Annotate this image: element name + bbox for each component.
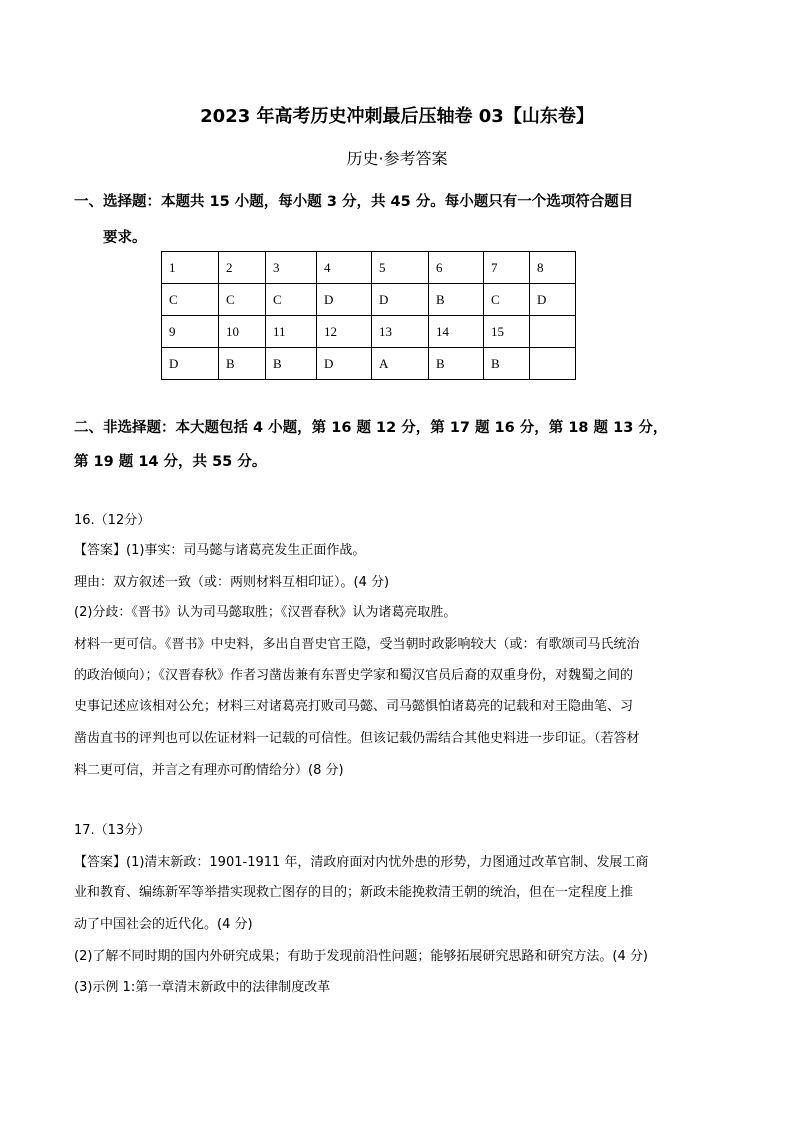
- question-number-cell: 3: [266, 252, 317, 284]
- section2-heading-line1: 二、非选择题：本大题包括 4 小题，第 16 题 12 分，第 17 题 16 分，第 18 题 13 分，: [74, 420, 668, 436]
- answer-cell: D: [317, 284, 372, 316]
- answer-table-row: [162, 252, 576, 284]
- answer-cell: [530, 348, 576, 380]
- question-number-cell: 1: [162, 252, 219, 284]
- answer-cell: D: [530, 284, 576, 316]
- question-number-cell: 7: [484, 252, 530, 284]
- page-title: 2023 年高考历史冲刺最后压轴卷 03【山东卷】: [200, 106, 594, 127]
- question-number-cell: 9: [162, 316, 219, 348]
- q17-answer-line2: (2)了解不同时期的国内外研究成果；有助于发现前沿性问题；能够拓展研究思路和研究方法。(4 分): [74, 949, 648, 964]
- question-number-cell: 4: [317, 252, 372, 284]
- q16-para-line2: 的政治倾向）；《汉晋春秋》作者习凿齿兼有东晋史学家和蜀汉官员后裔的双重身份，对魏蜀之间的: [74, 668, 634, 683]
- answer-cell: C: [484, 284, 530, 316]
- q16-label: 16.（12分）: [74, 513, 151, 528]
- section2-heading-line2: 第 19 题 14 分，共 55 分。: [74, 454, 267, 470]
- question-number-cell: 6: [429, 252, 484, 284]
- q16-answer-line2: 理由：双方叙述一致（或：两则材料互相印证）。(4 分): [74, 575, 390, 590]
- question-number-cell: 14: [429, 316, 484, 348]
- question-number-cell: [530, 316, 576, 348]
- answer-cell: B: [429, 348, 484, 380]
- q17-label: 17.（13分）: [74, 823, 151, 838]
- q16-answer-line1: 【答案】(1)事实：司马懿与诸葛亮发生正面作战。: [74, 543, 366, 558]
- question-number-cell: 8: [530, 252, 576, 284]
- answer-table-row: [162, 284, 576, 316]
- answer-table-row: [162, 348, 576, 380]
- question-number-cell: 5: [372, 252, 429, 284]
- answer-cell: C: [219, 284, 266, 316]
- q17-para-line2: 业和教育、编练新军等举措实现救亡图存的目的；新政未能挽救清王朝的统治，但在一定程度上推: [74, 885, 634, 900]
- q16-answer-line3: (2)分歧：《晋书》认为司马懿取胜；《汉晋春秋》认为诸葛亮取胜。: [74, 605, 457, 620]
- q16-para-line5: 料二更可信，并言之有理亦可酌情给分）(8 分): [74, 763, 344, 778]
- question-number-cell: 13: [372, 316, 429, 348]
- section1-heading-line2: 要求。: [103, 230, 147, 246]
- q17-answer-line3: (3)示例 1:第一章清末新政中的法律制度改革: [74, 980, 331, 995]
- q16-para-line3: 史事记述应该相对公允；材料三对诸葛亮打败司马懿、司马懿惧怕诸葛亮的记载和对王隐曲笔、习: [74, 699, 634, 714]
- question-number-cell: 2: [219, 252, 266, 284]
- answer-cell: D: [372, 284, 429, 316]
- answer-table-row: [162, 316, 576, 348]
- q16-para-line1: 材料一更可信。《晋书》中史料，多出自晋史官王隐，受当朝时政影响较大（或：有歌颂司马氏统治: [74, 637, 640, 652]
- answer-cell: C: [162, 284, 219, 316]
- question-number-cell: 10: [219, 316, 266, 348]
- q17-para-line1: 【答案】(1)清末新政：1901-1911 年，清政府面对内忧外患的形势，力图通过改革官制、发展工商: [74, 855, 649, 870]
- answer-cell: B: [266, 348, 317, 380]
- q16-para-line4: 凿齿直书的评判也可以佐证材料一记载的可信性。但该记载仍需结合其他史料进一步印证。（若答材: [74, 731, 640, 746]
- answer-table: [161, 251, 576, 380]
- section1-heading-line1: 一、选择题：本题共 15 小题，每小题 3 分，共 45 分。每小题只有一个选项符合题目: [74, 194, 634, 210]
- q17-para-line3: 动了中国社会的近代化。(4 分): [74, 917, 253, 932]
- answer-cell: C: [266, 284, 317, 316]
- question-number-cell: 12: [317, 316, 372, 348]
- question-number-cell: 15: [484, 316, 530, 348]
- answer-cell: B: [484, 348, 530, 380]
- answer-cell: A: [372, 348, 429, 380]
- answer-cell: D: [162, 348, 219, 380]
- question-number-cell: 11: [266, 316, 317, 348]
- answer-cell: D: [317, 348, 372, 380]
- page-subtitle: 历史·参考答案: [346, 149, 448, 168]
- answer-cell: B: [429, 284, 484, 316]
- answer-cell: B: [219, 348, 266, 380]
